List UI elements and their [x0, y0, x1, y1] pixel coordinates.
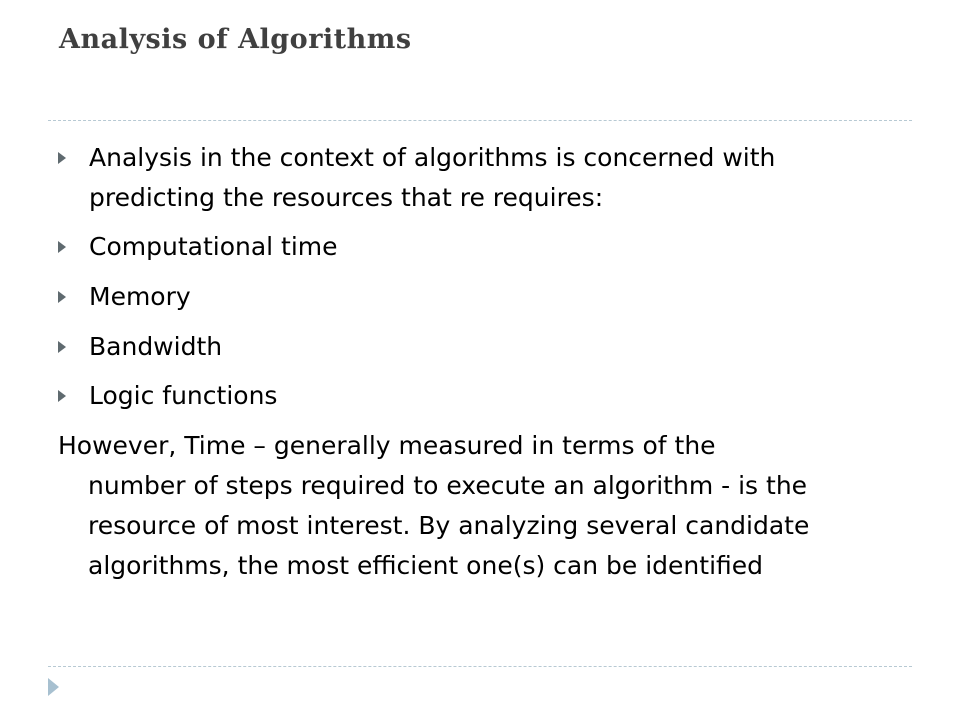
bullet-item [58, 327, 908, 367]
paragraph-line: algorithms, the most efficient one(s) can be identified [88, 551, 764, 580]
footer-triangle-icon [48, 678, 59, 696]
body-paragraph [58, 426, 918, 586]
bullet-text: Computational time [89, 232, 338, 261]
paragraph-line: resource of most interest. By analyzing several candidate [88, 511, 810, 540]
bullet-triangle-icon [58, 291, 66, 303]
bullet-item [58, 277, 908, 317]
bullet-text: Bandwidth [89, 332, 223, 361]
paragraph-line: number of steps required to execute an algorithm - is the [88, 471, 808, 500]
bullet-triangle-icon [58, 341, 66, 353]
bullet-item [58, 138, 908, 218]
bullet-line: predicting the resources that re requires: [89, 183, 604, 212]
bullet-triangle-icon [58, 241, 66, 253]
bullet-text: Logic functions [89, 381, 278, 410]
bullet-triangle-icon [58, 152, 66, 164]
bullet-text [58, 138, 908, 218]
bullet-item [58, 227, 908, 267]
bottom-divider [48, 666, 912, 667]
bullet-text: Memory [89, 282, 191, 311]
top-divider [48, 120, 912, 121]
bullet-triangle-icon [58, 390, 66, 402]
slide-title: Analysis of Algorithms [59, 24, 412, 55]
bullet-item [58, 376, 908, 416]
paragraph-line: However, Time – generally measured in terms of the [58, 431, 716, 460]
bullet-line: Analysis in the context of algorithms is concerned with [89, 143, 776, 172]
